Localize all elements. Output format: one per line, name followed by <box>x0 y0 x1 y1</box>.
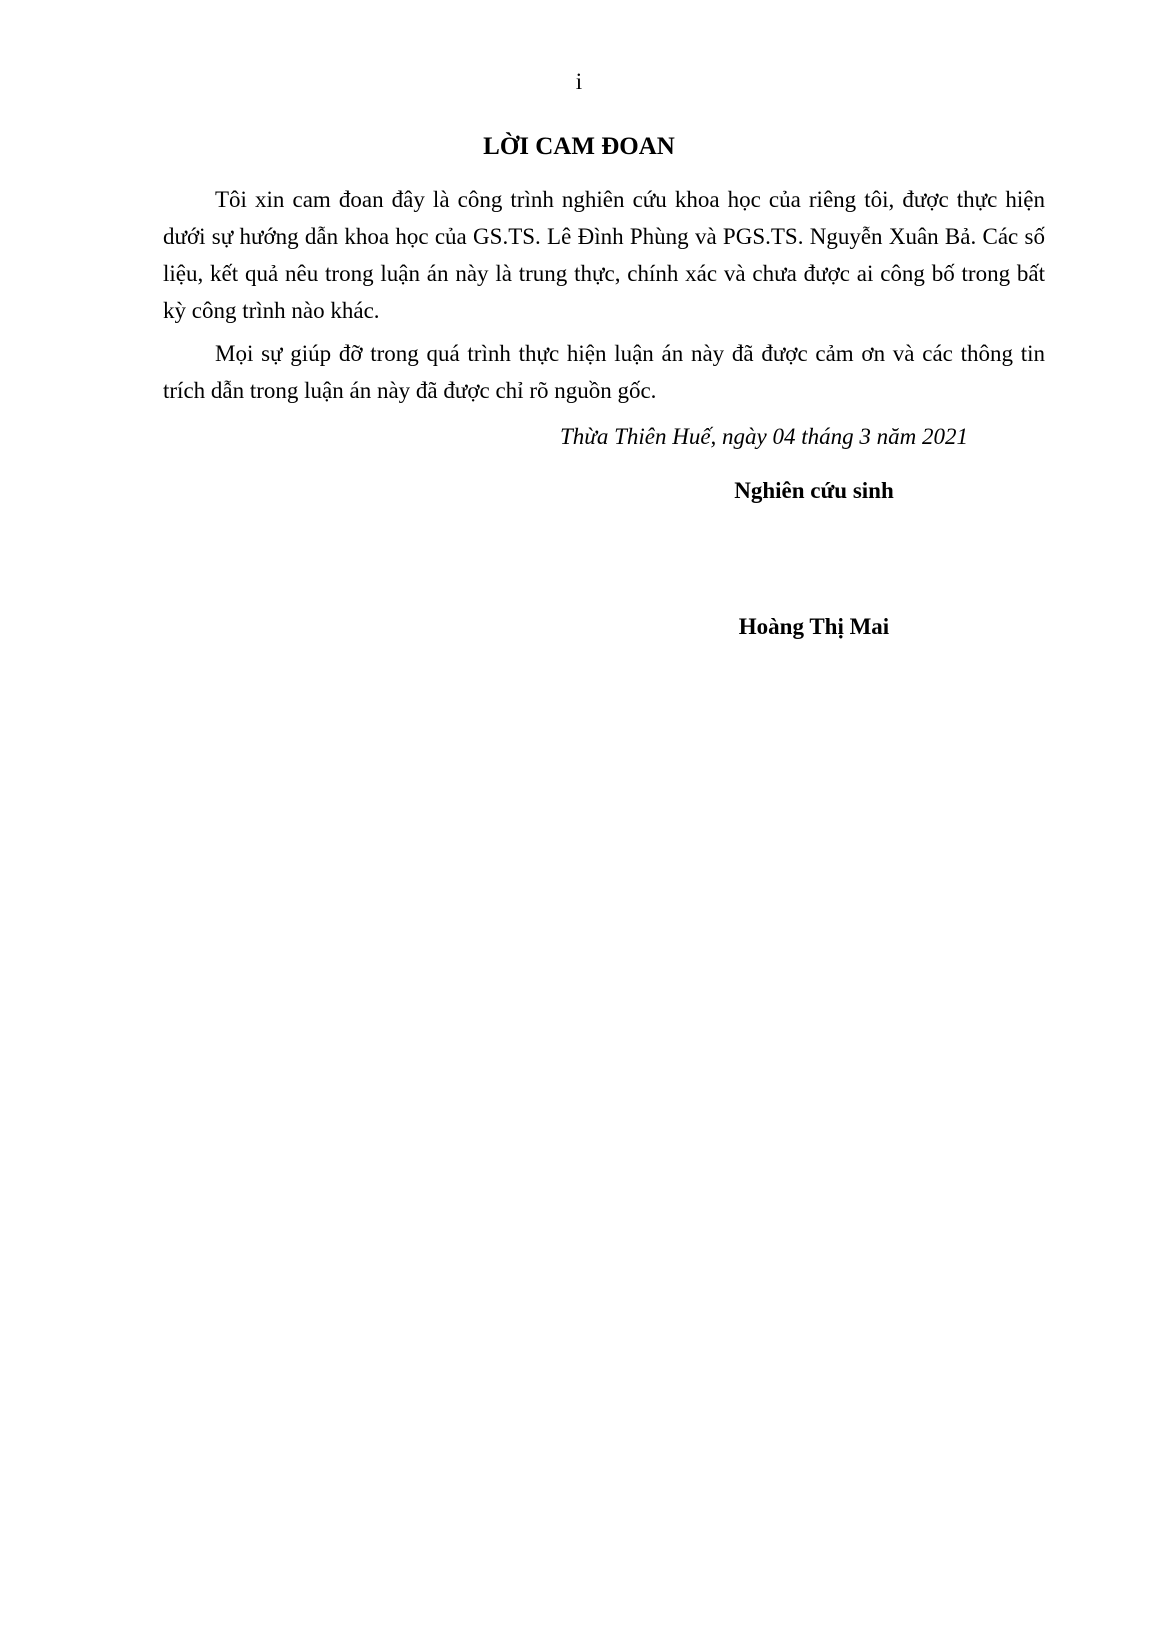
signer-name: Hoàng Thị Mai <box>738 614 890 639</box>
declaration-paragraph-2: Mọi sự giúp đỡ trong quá trình thực hiện luận án này đã được cảm ơn và các thông tin trích dẫn trong luận án này đã được chỉ rõ nguồn gốc. <box>163 341 1045 403</box>
document-title: LỜI CAM ĐOAN <box>483 133 675 160</box>
page-number: i <box>575 69 583 94</box>
declaration-paragraph-1: Tôi xin cam đoan đây là công trình nghiên cứu khoa học của riêng tôi, được thực hiện dưới sự hướng dẫn khoa học của GS.TS. Lê Đình Phùng và PGS.TS. Nguyễn Xuân Bả. Các số liệu, kết quả nêu trong luận án này là trung thực, chính xác và chưa được ai công bố trong bất kỳ công trình nào khác. <box>163 187 1045 323</box>
signer-role: Nghiên cứu sinh <box>734 478 894 503</box>
place-date-line: Thừa Thiên Huế, ngày 04 tháng 3 năm 2021 <box>559 424 968 449</box>
